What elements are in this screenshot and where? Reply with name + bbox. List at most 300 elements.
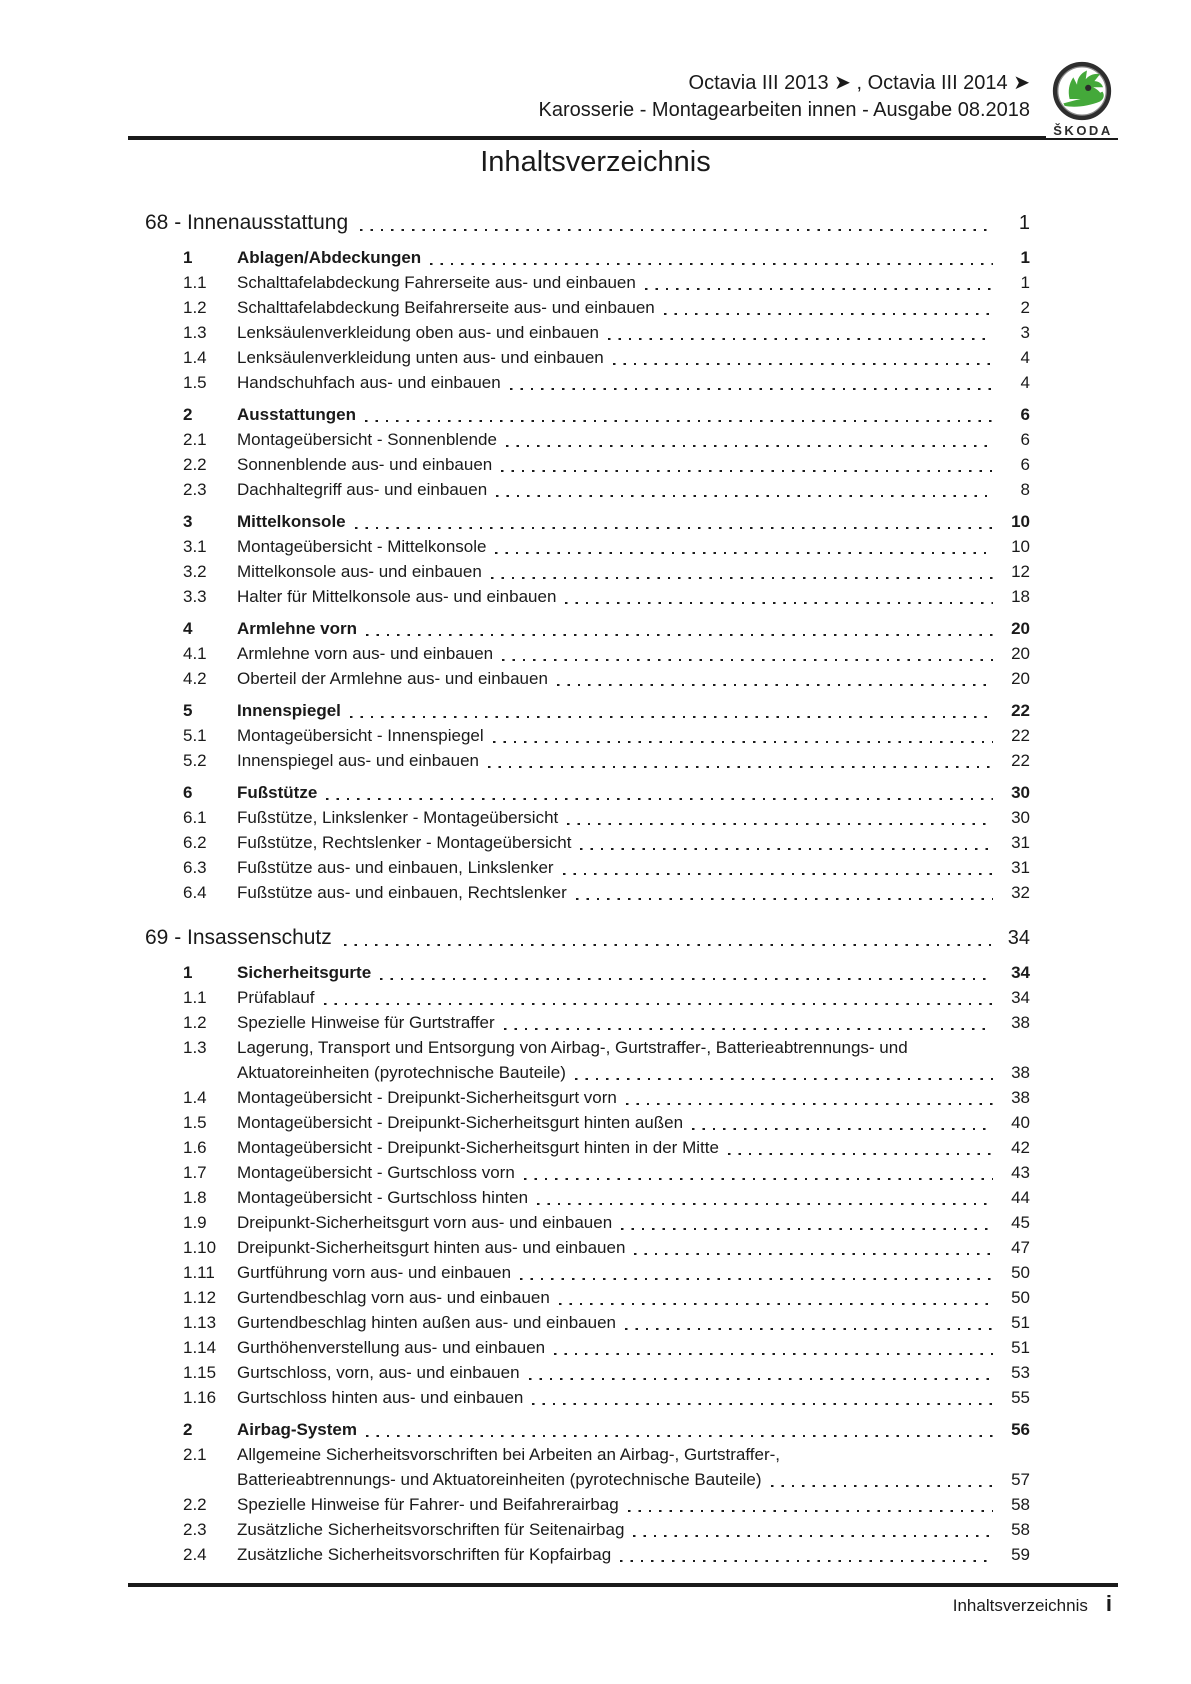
- toc-entry-title: Dreipunkt-Sicherheitsgurt hinten aus- und einbauen: [237, 1238, 626, 1257]
- toc-entry-line: [237, 402, 1030, 427]
- toc-entry-title: Aktuatoreinheiten (pyrotechnische Bauteile): [237, 1063, 566, 1082]
- dot-leader: [506, 427, 993, 452]
- dot-leader: [537, 1185, 993, 1210]
- toc-entry-line: [237, 1310, 1030, 1335]
- toc-entry-title: Schalttafelabdeckung Beifahrerseite aus- und einbauen: [237, 298, 655, 317]
- toc-item-row[interactable]: [145, 1542, 1030, 1567]
- toc-entry-page: 6: [1020, 405, 1030, 424]
- table-of-contents: [145, 208, 1030, 1567]
- dot-leader: [524, 1160, 993, 1185]
- toc-item-body: [237, 295, 1030, 320]
- toc-item-number: 2.2: [183, 1495, 207, 1514]
- toc-item-number: 4.2: [183, 669, 207, 688]
- toc-entry-page: 43: [1011, 1163, 1030, 1182]
- toc-item-row[interactable]: [145, 370, 1030, 395]
- toc-item-body: [237, 1010, 1030, 1035]
- toc-entry-page: 42: [1011, 1138, 1030, 1157]
- toc-entry-page: 12: [1011, 562, 1030, 581]
- toc-item-body: [237, 698, 1030, 723]
- dot-leader: [496, 477, 993, 502]
- toc-chapter-title: 69 - Insassenschutz: [145, 926, 332, 949]
- toc-item-number: 2.3: [183, 480, 207, 499]
- dot-leader: [620, 1542, 993, 1567]
- toc-item-row[interactable]: [145, 270, 1030, 295]
- toc-item-row[interactable]: [145, 1442, 1030, 1492]
- toc-item-number: 1.2: [183, 1013, 207, 1032]
- toc-item-body: [237, 1035, 1030, 1085]
- dot-leader: [557, 666, 993, 691]
- toc-item-number: 1.6: [183, 1138, 207, 1157]
- toc-entry-line: [237, 270, 1030, 295]
- header-divider: [128, 136, 1118, 140]
- toc-item-row[interactable]: [145, 960, 1030, 985]
- toc-item-number: 1.13: [183, 1313, 217, 1332]
- dot-leader: [529, 1360, 993, 1385]
- toc-entry-title: Montageübersicht - Dreipunkt-Sicherheitsgurt hinten in der Mitte: [237, 1138, 719, 1157]
- toc-entry-title: Zusätzliche Sicherheitsvorschriften für Kopfairbag: [237, 1545, 612, 1564]
- dot-leader: [628, 1492, 993, 1517]
- toc-entry-line: [237, 960, 1030, 985]
- toc-item-body: [237, 245, 1030, 270]
- toc-entry-line1: Lagerung, Transport und Entsorgung von Airbag-, Gurtstraffer-, Batterieabtrennungs- und: [237, 1038, 908, 1057]
- toc-entry-page: 45: [1011, 1213, 1030, 1232]
- toc-entry-page: 18: [1011, 587, 1030, 606]
- toc-item-number: 1.4: [183, 1088, 207, 1107]
- toc-item-row[interactable]: [145, 1185, 1030, 1210]
- toc-item-body: [237, 1285, 1030, 1310]
- toc-entry-line: [237, 1492, 1030, 1517]
- toc-chapter-row[interactable]: [145, 208, 1030, 238]
- toc-item-body: [237, 1335, 1030, 1360]
- toc-entry-page: 38: [1011, 1088, 1030, 1107]
- dot-leader: [502, 641, 993, 666]
- toc-entry-page: 8: [1020, 480, 1030, 499]
- toc-item-number: 1: [183, 963, 193, 982]
- toc-entry-page: 58: [1011, 1495, 1030, 1514]
- toc-item-number: 6.1: [183, 808, 207, 827]
- toc-entry-line: [237, 1160, 1030, 1185]
- toc-item-body: [237, 1542, 1030, 1567]
- toc-entry-title: Prüfablauf: [237, 988, 315, 1007]
- toc-item-number: 5: [183, 701, 193, 720]
- toc-item-row[interactable]: [145, 295, 1030, 320]
- toc-entry-title: Fußstütze aus- und einbauen, Rechtslenker: [237, 883, 567, 902]
- toc-entry-line: [237, 584, 1030, 609]
- toc-entry-line: [237, 370, 1030, 395]
- toc-entry-page: 20: [1011, 619, 1030, 638]
- toc-entry-line: [237, 1542, 1030, 1567]
- dot-leader: [430, 245, 993, 270]
- toc-entry-title: Handschuhfach aus- und einbauen: [237, 373, 501, 392]
- toc-item-row[interactable]: [145, 1310, 1030, 1335]
- toc-item-body: [237, 402, 1030, 427]
- toc-entry-title: Montageübersicht - Dreipunkt-Sicherheitsgurt vorn: [237, 1088, 617, 1107]
- toc-item-row[interactable]: [145, 402, 1030, 427]
- dot-leader: [563, 855, 993, 880]
- toc-item-body: [237, 270, 1030, 295]
- toc-item-row[interactable]: [145, 1285, 1030, 1310]
- toc-item-row[interactable]: [145, 1385, 1030, 1410]
- dot-leader: [344, 923, 993, 953]
- toc-item-row[interactable]: [145, 805, 1030, 830]
- toc-item-number: 2.1: [183, 430, 207, 449]
- toc-entry-line: [237, 616, 1030, 641]
- toc-item-row[interactable]: [145, 1235, 1030, 1260]
- toc-item-row[interactable]: [145, 1010, 1030, 1035]
- toc-entry-title: Gurtschloss, vorn, aus- und einbauen: [237, 1363, 520, 1382]
- toc-entry-title: Fußstütze, Linkslenker - Montageübersicht: [237, 808, 559, 827]
- dot-leader: [504, 1010, 993, 1035]
- toc-entry-line: [237, 477, 1030, 502]
- toc-entry-line: [237, 295, 1030, 320]
- toc-item-body: [237, 1417, 1030, 1442]
- toc-item-number: 4: [183, 619, 193, 638]
- toc-entry-title: Mittelkonsole: [237, 512, 346, 531]
- toc-chapter-row[interactable]: [145, 923, 1030, 953]
- toc-item-row[interactable]: [145, 1417, 1030, 1442]
- toc-item-body: [237, 641, 1030, 666]
- toc-item-body: [237, 477, 1030, 502]
- dot-leader: [493, 723, 993, 748]
- toc-entry-line: [237, 1010, 1030, 1035]
- toc-entry-title: Spezielle Hinweise für Fahrer- und Beifahrerairbag: [237, 1495, 619, 1514]
- toc-item-row[interactable]: [145, 723, 1030, 748]
- toc-entry-title: Armlehne vorn aus- und einbauen: [237, 644, 494, 663]
- toc-entry-line: [237, 320, 1030, 345]
- dot-leader: [324, 985, 994, 1010]
- toc-item-number: 1.11: [183, 1263, 215, 1282]
- toc-entry-page: 50: [1011, 1288, 1030, 1307]
- toc-entry-title: Armlehne vorn: [237, 619, 357, 638]
- toc-item-row[interactable]: [145, 1335, 1030, 1360]
- footer-label: Inhaltsverzeichnis: [952, 1596, 1088, 1615]
- toc-item-body: [237, 452, 1030, 477]
- toc-item-number: 2.4: [183, 1545, 207, 1564]
- toc-item-number: 1.4: [183, 348, 207, 367]
- toc-item-number: 3: [183, 512, 193, 531]
- toc-entry-page: 34: [1011, 988, 1030, 1007]
- toc-entry-page: 6: [1020, 430, 1030, 449]
- toc-entry-title: Lenksäulenverkleidung unten aus- und einbauen: [237, 348, 604, 367]
- skoda-wing-icon: [1051, 60, 1113, 122]
- footer-page-number: i: [1105, 1591, 1112, 1616]
- dot-leader: [626, 1085, 993, 1110]
- toc-entry-page: 53: [1011, 1363, 1030, 1382]
- dot-leader: [510, 370, 993, 395]
- dot-leader: [771, 1467, 993, 1492]
- toc-item-row[interactable]: [145, 509, 1030, 534]
- toc-entry-title: Fußstütze: [237, 783, 318, 802]
- toc-entry-title: Gurtschloss hinten aus- und einbauen: [237, 1388, 524, 1407]
- toc-entry-line1: Allgemeine Sicherheitsvorschriften bei Arbeiten an Airbag-, Gurtstraffer-,: [237, 1445, 781, 1464]
- toc-item-number: 1.5: [183, 1113, 207, 1132]
- toc-entry-page: 6: [1020, 455, 1030, 474]
- toc-entry-page: 3: [1020, 323, 1030, 342]
- toc-entry-title: Mittelkonsole aus- und einbauen: [237, 562, 482, 581]
- dot-leader: [326, 780, 993, 805]
- toc-item-number: 6.4: [183, 883, 207, 902]
- toc-item-row[interactable]: [145, 666, 1030, 691]
- skoda-logo: [1046, 60, 1118, 138]
- toc-item-body: [237, 1310, 1030, 1335]
- toc-entry-page: 40: [1011, 1113, 1030, 1132]
- toc-item-body: [237, 1260, 1030, 1285]
- toc-item-row[interactable]: [145, 985, 1030, 1010]
- skoda-wordmark: ŠKODA: [1053, 123, 1113, 138]
- toc-entry-title: Oberteil der Armlehne aus- und einbauen: [237, 669, 548, 688]
- toc-item-number: 1.14: [183, 1338, 217, 1357]
- header-edition-line: Karosserie - Montagearbeiten innen - Ausgabe 08.2018: [538, 99, 1030, 121]
- dot-leader: [350, 698, 993, 723]
- toc-item-row[interactable]: [145, 427, 1030, 452]
- toc-entry-title: Zusätzliche Sicherheitsvorschriften für Seitenairbag: [237, 1520, 625, 1539]
- dot-leader: [491, 559, 993, 584]
- toc-entry-title: Sicherheitsgurte: [237, 963, 372, 982]
- toc-entry-line: [237, 1385, 1030, 1410]
- page-footer: [128, 1583, 1118, 1616]
- toc-item-row[interactable]: [145, 1160, 1030, 1185]
- toc-item-number: 1.8: [183, 1188, 207, 1207]
- toc-entry-page: 51: [1011, 1338, 1030, 1357]
- toc-entry-title: Airbag-System: [237, 1420, 357, 1439]
- toc-item-row[interactable]: [145, 698, 1030, 723]
- toc-entry-line: [237, 805, 1030, 830]
- toc-entry-line: [237, 1085, 1030, 1110]
- dot-leader: [360, 208, 993, 238]
- toc-item-body: [237, 1385, 1030, 1410]
- toc-item-row[interactable]: [145, 1035, 1030, 1085]
- toc-entry-line: [237, 509, 1030, 534]
- toc-item-row[interactable]: [145, 1210, 1030, 1235]
- toc-item-number: 4.1: [183, 644, 207, 663]
- toc-item-body: [237, 1160, 1030, 1185]
- toc-entry-line: [237, 1135, 1030, 1160]
- toc-entry-page: 31: [1011, 858, 1030, 877]
- toc-item-number: 3.1: [183, 537, 207, 556]
- toc-entry-page: 56: [1011, 1420, 1030, 1439]
- toc-entry-line: [237, 1467, 1030, 1492]
- dot-leader: [532, 1385, 993, 1410]
- toc-entry-title: Innenspiegel aus- und einbauen: [237, 751, 479, 770]
- toc-item-number: 1.1: [183, 273, 207, 292]
- toc-entry-page: 44: [1011, 1188, 1030, 1207]
- toc-item-body: [237, 780, 1030, 805]
- dot-leader: [634, 1235, 993, 1260]
- toc-entry-page: 55: [1011, 1388, 1030, 1407]
- toc-item-row[interactable]: [145, 1110, 1030, 1135]
- toc-entry-title: Montageübersicht - Dreipunkt-Sicherheitsgurt hinten außen: [237, 1113, 684, 1132]
- toc-entry-page: 22: [1011, 751, 1030, 770]
- toc-entry-page: 50: [1011, 1263, 1030, 1282]
- toc-entry-title: Sonnenblende aus- und einbauen: [237, 455, 493, 474]
- toc-item-number: 1.7: [183, 1163, 207, 1182]
- toc-entry-page: 38: [1011, 1013, 1030, 1032]
- toc-item-body: [237, 960, 1030, 985]
- toc-entry-line: [237, 698, 1030, 723]
- toc-entry-page: 30: [1011, 808, 1030, 827]
- toc-item-body: [237, 880, 1030, 905]
- toc-entry-line: [237, 1417, 1030, 1442]
- dot-leader: [355, 509, 993, 534]
- toc-entry-line: [237, 1060, 1030, 1085]
- toc-entry-line: [237, 985, 1030, 1010]
- toc-item-row[interactable]: [145, 1492, 1030, 1517]
- dot-leader: [664, 295, 993, 320]
- toc-entry-page: 57: [1011, 1470, 1030, 1489]
- toc-item-row[interactable]: [145, 1260, 1030, 1285]
- toc-item-number: 6: [183, 783, 193, 802]
- toc-item-row[interactable]: [145, 880, 1030, 905]
- toc-entry-page: 30: [1011, 783, 1030, 802]
- toc-item-row[interactable]: [145, 320, 1030, 345]
- dot-leader: [559, 1285, 993, 1310]
- dot-leader: [608, 320, 993, 345]
- toc-entry-title: Ausstattungen: [237, 405, 356, 424]
- toc-entry-line: [237, 1235, 1030, 1260]
- toc-entry-line: [237, 1110, 1030, 1135]
- toc-entry-line: [237, 666, 1030, 691]
- toc-item-body: [237, 723, 1030, 748]
- toc-item-body: [237, 427, 1030, 452]
- dot-leader: [645, 270, 993, 295]
- toc-chapter-title: 68 - Innenausstattung: [145, 211, 349, 234]
- toc-item-number: 1.15: [183, 1363, 217, 1382]
- toc-item-body: [237, 855, 1030, 880]
- toc-entry-line: [237, 1335, 1030, 1360]
- toc-entry-title: Batterieabtrennungs- und Aktuatoreinheiten (pyrotechnische Bauteile): [237, 1470, 762, 1489]
- toc-entry-line: [237, 559, 1030, 584]
- toc-item-number: 1.12: [183, 1288, 217, 1307]
- toc-item-number: 1.10: [183, 1238, 217, 1257]
- dot-leader: [621, 1210, 993, 1235]
- toc-item-body: [237, 985, 1030, 1010]
- header-text-block: [539, 70, 1030, 124]
- toc-item-body: [237, 1517, 1030, 1542]
- toc-item-body: [237, 805, 1030, 830]
- header-model-line: Octavia III 2013 ➤ , Octavia III 2014 ➤: [688, 72, 1030, 94]
- toc-item-row[interactable]: [145, 245, 1030, 270]
- toc-entry-line: [237, 723, 1030, 748]
- dot-leader: [380, 960, 993, 985]
- toc-item-body: [237, 1110, 1030, 1135]
- toc-entry-title: Gurthöhenverstellung aus- und einbauen: [237, 1338, 546, 1357]
- toc-chapter-page: 1: [1018, 212, 1030, 234]
- toc-item-number: 1: [183, 248, 193, 267]
- toc-item-row[interactable]: [145, 1360, 1030, 1385]
- toc-item-body: [237, 320, 1030, 345]
- toc-item-body: [237, 1085, 1030, 1110]
- dot-leader: [728, 1135, 993, 1160]
- toc-item-row[interactable]: [145, 559, 1030, 584]
- toc-item-row[interactable]: [145, 1135, 1030, 1160]
- toc-entry-line: [237, 452, 1030, 477]
- toc-entry-page: 10: [1011, 512, 1030, 531]
- toc-entry-title: Halter für Mittelkonsole aus- und einbauen: [237, 587, 557, 606]
- toc-item-row[interactable]: [145, 780, 1030, 805]
- dot-leader: [567, 805, 993, 830]
- toc-item-row[interactable]: [145, 748, 1030, 773]
- toc-item-row[interactable]: [145, 345, 1030, 370]
- toc-entry-page: 59: [1011, 1545, 1030, 1564]
- toc-entry-page: 22: [1011, 701, 1030, 720]
- dot-leader: [495, 534, 993, 559]
- toc-item-number: 5.1: [183, 726, 207, 745]
- toc-entry-title: Montageübersicht - Gurtschloss vorn: [237, 1163, 515, 1182]
- toc-entry-line: [237, 427, 1030, 452]
- toc-item-body: [237, 1185, 1030, 1210]
- toc-item-row[interactable]: [145, 641, 1030, 666]
- toc-item-row[interactable]: [145, 855, 1030, 880]
- toc-item-number: 2.3: [183, 1520, 207, 1539]
- page-title: Inhaltsverzeichnis: [480, 146, 711, 178]
- toc-item-number: 1.3: [183, 1038, 207, 1057]
- toc-entry-page: 4: [1020, 348, 1030, 367]
- toc-entry-page: 2: [1020, 298, 1030, 317]
- toc-item-number: 1.16: [183, 1388, 217, 1407]
- dot-leader: [554, 1335, 993, 1360]
- toc-entry-page: 47: [1011, 1238, 1030, 1257]
- toc-item-body: [237, 345, 1030, 370]
- toc-entry-title: Spezielle Hinweise für Gurtstraffer: [237, 1013, 495, 1032]
- toc-entry-title: Dachhaltegriff aus- und einbauen: [237, 480, 488, 499]
- toc-entry-title: Fußstütze, Rechtslenker - Montageübersicht: [237, 833, 572, 852]
- toc-item-number: 1.5: [183, 373, 207, 392]
- dot-leader: [613, 345, 993, 370]
- toc-item-number: 3.2: [183, 562, 207, 581]
- dot-leader: [580, 830, 993, 855]
- toc-item-body: [237, 534, 1030, 559]
- toc-item-number: 1.1: [183, 988, 207, 1007]
- toc-item-number: 3.3: [183, 587, 207, 606]
- toc-entry-title: Gurtendbeschlag vorn aus- und einbauen: [237, 1288, 550, 1307]
- toc-item-row[interactable]: [145, 1085, 1030, 1110]
- toc-item-body: [237, 1210, 1030, 1235]
- toc-entry-title: Gurtführung vorn aus- und einbauen: [237, 1263, 512, 1282]
- toc-entry-line: [237, 1260, 1030, 1285]
- toc-entry-line: [237, 1517, 1030, 1542]
- toc-entry-page: 4: [1020, 373, 1030, 392]
- toc-entry-line: [237, 780, 1030, 805]
- toc-entry-line: [237, 534, 1030, 559]
- toc-item-row[interactable]: [145, 616, 1030, 641]
- toc-item-body: [237, 1235, 1030, 1260]
- toc-entry-page: 20: [1011, 669, 1030, 688]
- toc-item-row[interactable]: [145, 534, 1030, 559]
- toc-entry-line: [237, 345, 1030, 370]
- toc-item-number: 1.9: [183, 1213, 207, 1232]
- toc-item-body: [237, 1492, 1030, 1517]
- dot-leader: [633, 1517, 993, 1542]
- toc-item-number: 6.3: [183, 858, 207, 877]
- toc-item-number: 1.2: [183, 298, 207, 317]
- toc-item-row[interactable]: [145, 584, 1030, 609]
- dot-leader: [575, 1060, 993, 1085]
- toc-item-row[interactable]: [145, 477, 1030, 502]
- toc-item-row[interactable]: [145, 452, 1030, 477]
- toc-entry-line: [237, 641, 1030, 666]
- toc-entry-title: Montageübersicht - Innenspiegel: [237, 726, 484, 745]
- toc-item-body: [237, 666, 1030, 691]
- toc-item-number: 6.2: [183, 833, 207, 852]
- toc-item-row[interactable]: [145, 1517, 1030, 1542]
- toc-entry-line: [237, 748, 1030, 773]
- dot-leader: [625, 1310, 993, 1335]
- toc-item-row[interactable]: [145, 830, 1030, 855]
- toc-entry-page: 32: [1011, 883, 1030, 902]
- toc-entry-title: Schalttafelabdeckung Fahrerseite aus- und einbauen: [237, 273, 636, 292]
- dot-leader: [520, 1260, 993, 1285]
- toc-item-body: [237, 830, 1030, 855]
